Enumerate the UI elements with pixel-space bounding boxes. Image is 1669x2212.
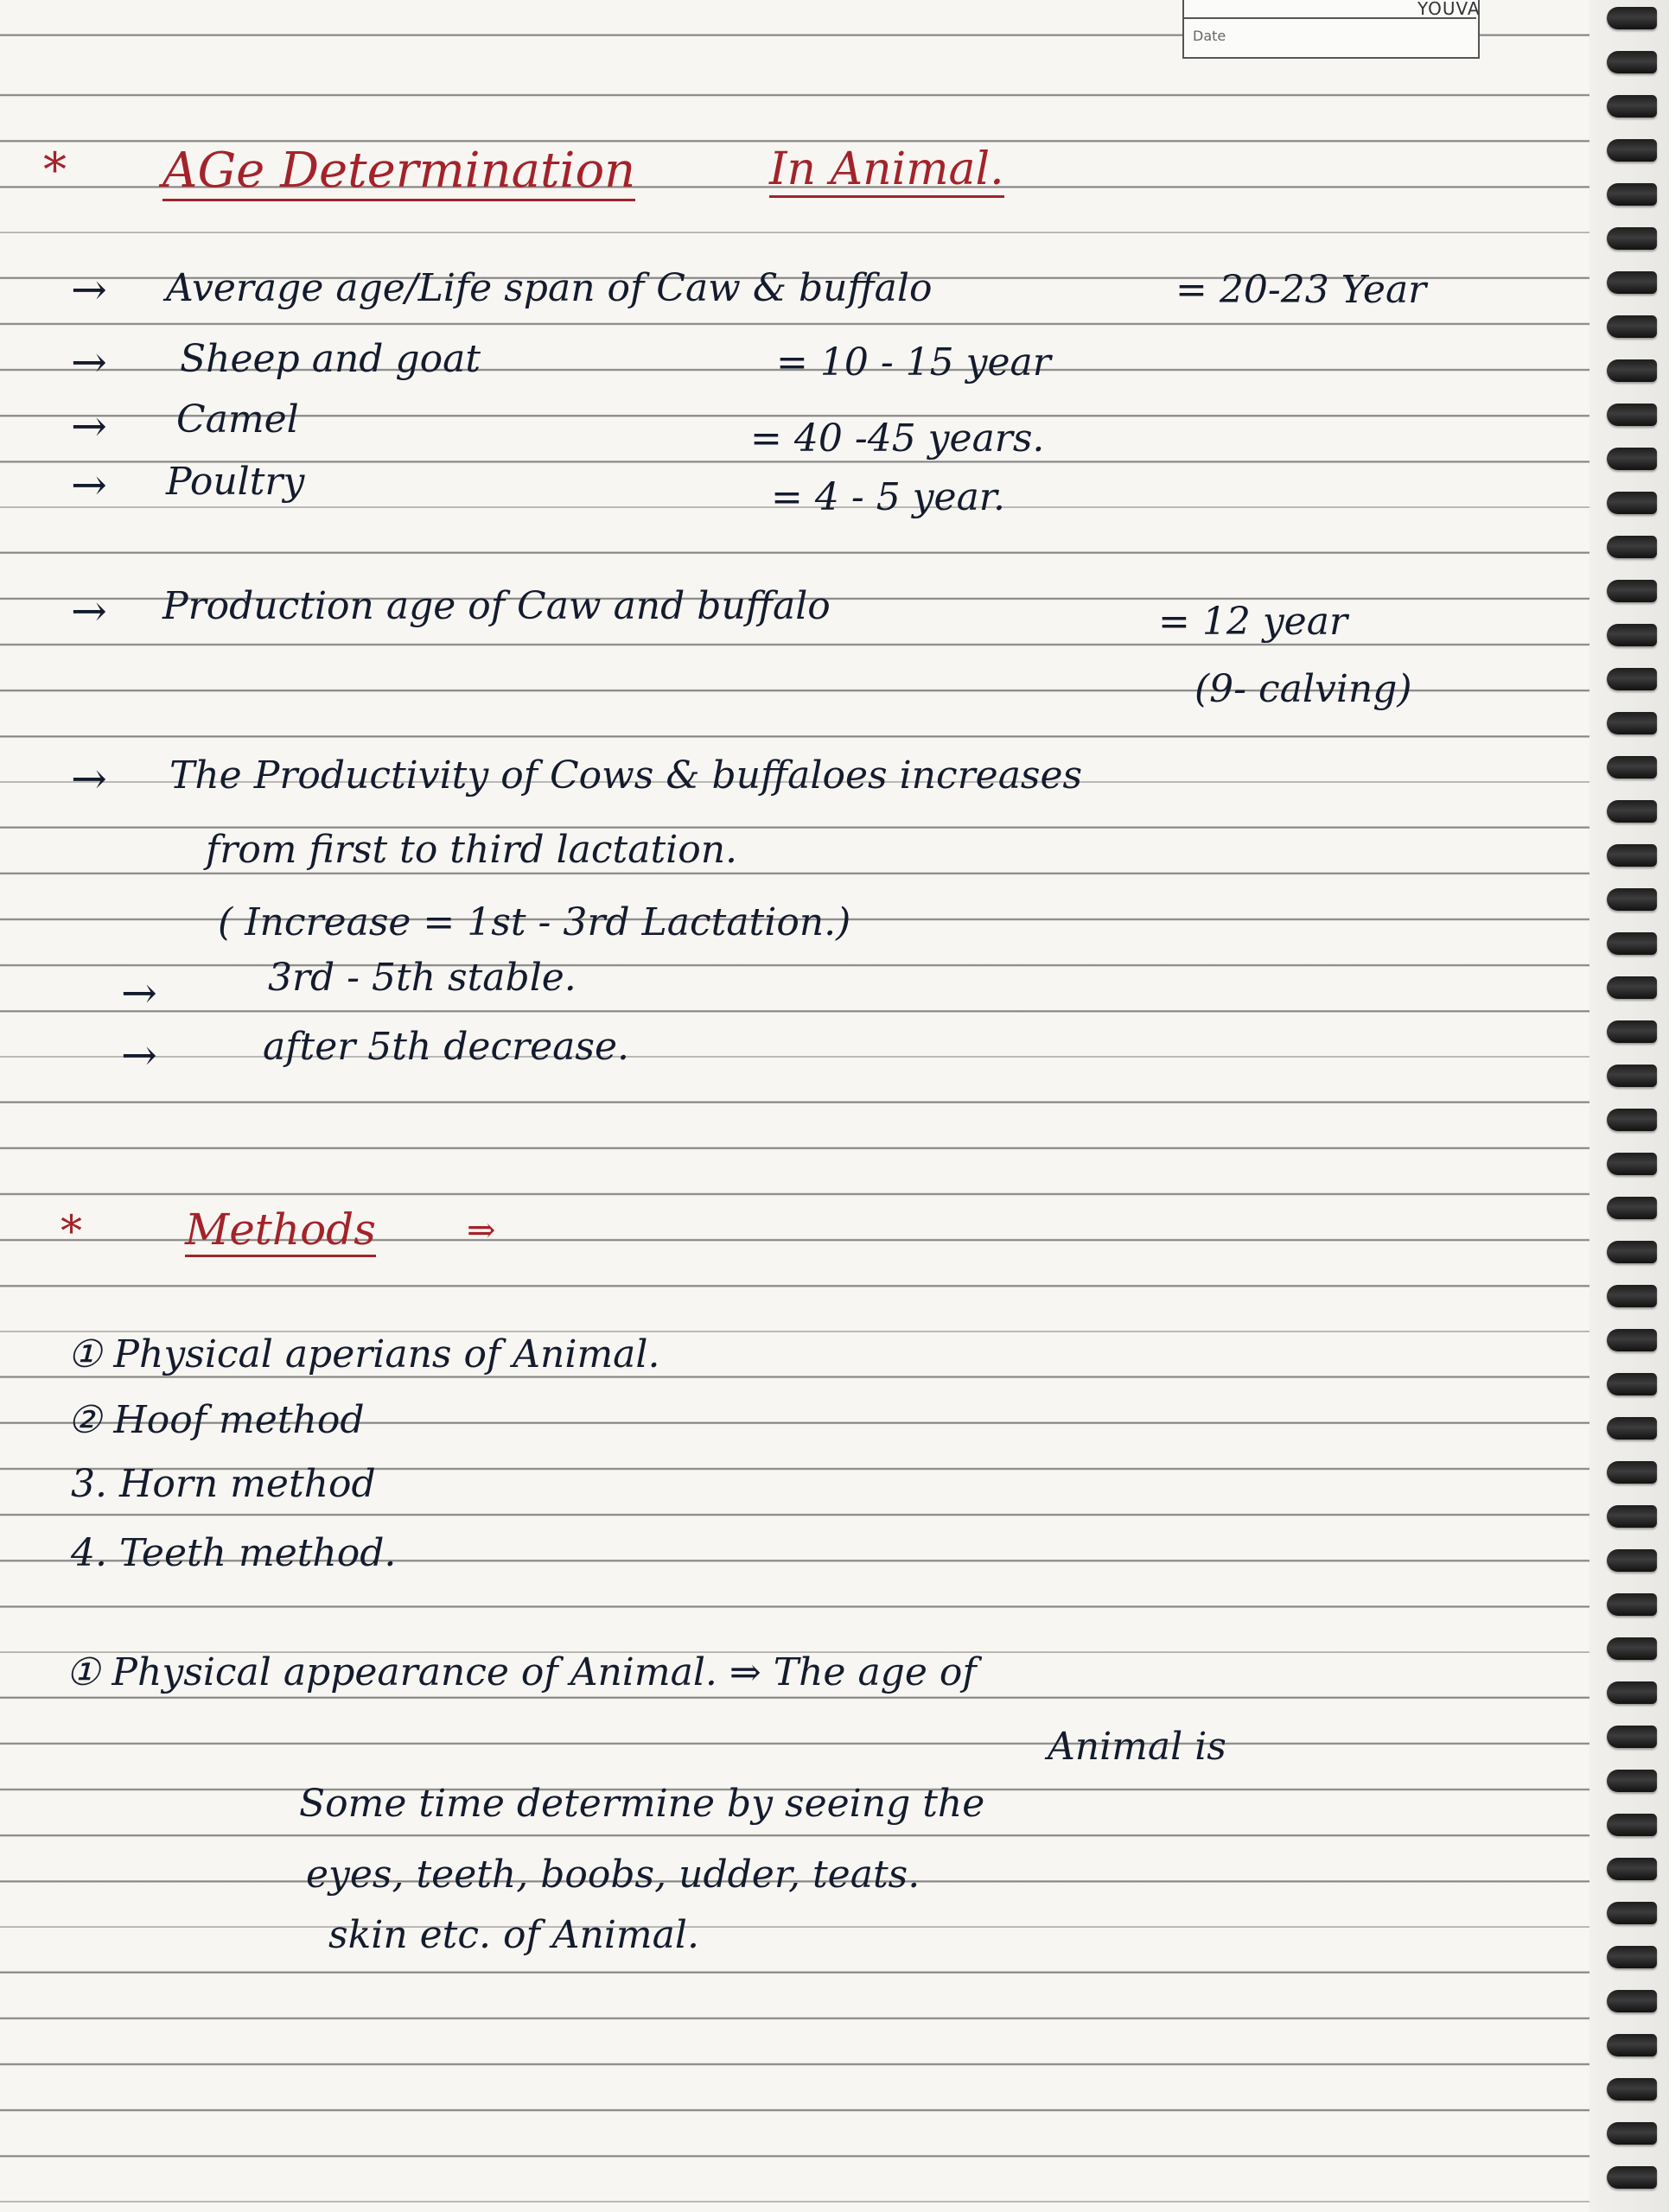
- spiral-ring: [1607, 7, 1657, 29]
- spiral-ring: [1607, 1593, 1657, 1616]
- physical-heading: ① Physical appearance of Animal. ⇒ The age of: [66, 1650, 977, 1694]
- productivity-arrow: →: [71, 753, 107, 804]
- spiral-ring: [1607, 2034, 1657, 2056]
- spiral-ring: [1607, 536, 1657, 558]
- spiral-ring: [1607, 2166, 1657, 2189]
- stable-arrow: →: [121, 968, 157, 1018]
- spiral-ring: [1607, 492, 1657, 514]
- stable-note: 3rd - 5th stable.: [268, 956, 577, 1000]
- productivity-line-3: ( Increase = 1st - 3rd Lactation.): [218, 900, 851, 944]
- method-item: ① Physical aperians of Animal.: [67, 1332, 660, 1376]
- spiral-ring: [1607, 1461, 1657, 1484]
- page-title-suffix: In Animal.: [769, 147, 1004, 198]
- productivity-line-2: from first to third lactation.: [206, 828, 738, 872]
- spiral-ring: [1607, 1285, 1657, 1307]
- lifespan-label: Camel: [176, 397, 299, 442]
- spiral-ring: [1607, 888, 1657, 911]
- spiral-ring: [1607, 580, 1657, 602]
- spiral-ring: [1607, 404, 1657, 426]
- methods-star: *: [61, 1206, 82, 1256]
- brand-label: YOUVA: [1417, 0, 1481, 19]
- physical-line-2: eyes, teeth, boobs, udder, teats.: [306, 1853, 920, 1897]
- lifespan-value: = 40 -45 years.: [750, 416, 1045, 461]
- lifespan-value: = 10 - 15 year: [776, 340, 1051, 385]
- spiral-ring: [1607, 271, 1657, 294]
- date-label: Date: [1193, 28, 1226, 44]
- lifespan-label: Sheep and goat: [180, 337, 481, 381]
- lifespan-value: = 4 - 5 year.: [771, 475, 1005, 519]
- spiral-ring: [1607, 932, 1657, 955]
- lifespan-label: Average age/Life span of Caw & buffalo: [166, 266, 933, 310]
- production-label: Production age of Caw and buffalo: [162, 584, 831, 628]
- lifespan-arrow: →: [71, 401, 107, 451]
- spiral-ring: [1607, 668, 1657, 690]
- spiral-ring: [1607, 1109, 1657, 1131]
- spiral-ring: [1607, 1329, 1657, 1351]
- lifespan-value: = 20-23 Year: [1175, 268, 1427, 312]
- spiral-ring: [1607, 1505, 1657, 1528]
- physical-line-3: skin etc. of Animal.: [328, 1913, 699, 1957]
- spiral-ring: [1607, 1153, 1657, 1175]
- decrease-arrow: →: [121, 1030, 157, 1080]
- spiral-ring: [1607, 756, 1657, 779]
- spiral-ring: [1607, 1197, 1657, 1219]
- methods-heading: Methods: [185, 1208, 376, 1257]
- spiral-ring: [1607, 1065, 1657, 1087]
- spiral-ring: [1607, 2122, 1657, 2145]
- lifespan-arrow: →: [71, 264, 107, 315]
- productivity-line-1: The Productivity of Cows & buffaloes increases: [169, 753, 1083, 798]
- physical-line-1: Some time determine by seeing the: [299, 1782, 985, 1826]
- spiral-ring: [1607, 976, 1657, 999]
- lifespan-arrow: →: [71, 460, 107, 510]
- spiral-ring: [1607, 1726, 1657, 1748]
- page-title: AGe Determination: [162, 147, 635, 201]
- spiral-ring: [1607, 1770, 1657, 1792]
- spiral-ring: [1607, 624, 1657, 646]
- spiral-ring: [1607, 2078, 1657, 2101]
- spiral-ring: [1607, 1241, 1657, 1263]
- spiral-ring: [1607, 800, 1657, 823]
- physical-heading-2: Animal is: [1048, 1725, 1226, 1769]
- method-item: 4. Teeth method.: [71, 1531, 397, 1575]
- production-note: (9- calving): [1194, 667, 1412, 711]
- spiral-ring: [1607, 1990, 1657, 2012]
- spiral-binding: [1589, 0, 1669, 2212]
- spiral-ring: [1607, 712, 1657, 734]
- spiral-ring: [1607, 1549, 1657, 1572]
- spiral-ring: [1607, 448, 1657, 470]
- spiral-ring: [1607, 1637, 1657, 1660]
- method-item: ② Hoof method: [67, 1398, 365, 1442]
- spiral-ring: [1607, 227, 1657, 250]
- spiral-ring: [1607, 844, 1657, 867]
- spiral-ring: [1607, 51, 1657, 73]
- spiral-ring: [1607, 315, 1657, 338]
- lifespan-label: Poultry: [166, 460, 305, 504]
- spiral-ring: [1607, 359, 1657, 382]
- spiral-ring: [1607, 1946, 1657, 1968]
- production-value: = 12 year: [1158, 600, 1347, 644]
- spiral-ring: [1607, 1858, 1657, 1880]
- spiral-ring: [1607, 95, 1657, 118]
- spiral-ring: [1607, 183, 1657, 206]
- title-star: *: [43, 143, 67, 197]
- spiral-ring: [1607, 1373, 1657, 1395]
- lifespan-arrow: →: [71, 337, 107, 387]
- spiral-ring: [1607, 1417, 1657, 1440]
- spiral-ring: [1607, 1902, 1657, 1924]
- spiral-ring: [1607, 139, 1657, 162]
- production-arrow: →: [71, 586, 107, 636]
- spiral-ring: [1607, 1681, 1657, 1704]
- decrease-note: after 5th decrease.: [263, 1025, 630, 1069]
- spiral-ring: [1607, 1814, 1657, 1836]
- spiral-ring: [1607, 1020, 1657, 1043]
- methods-arrow: ⇒: [467, 1211, 496, 1250]
- method-item: 3. Horn method: [71, 1462, 376, 1506]
